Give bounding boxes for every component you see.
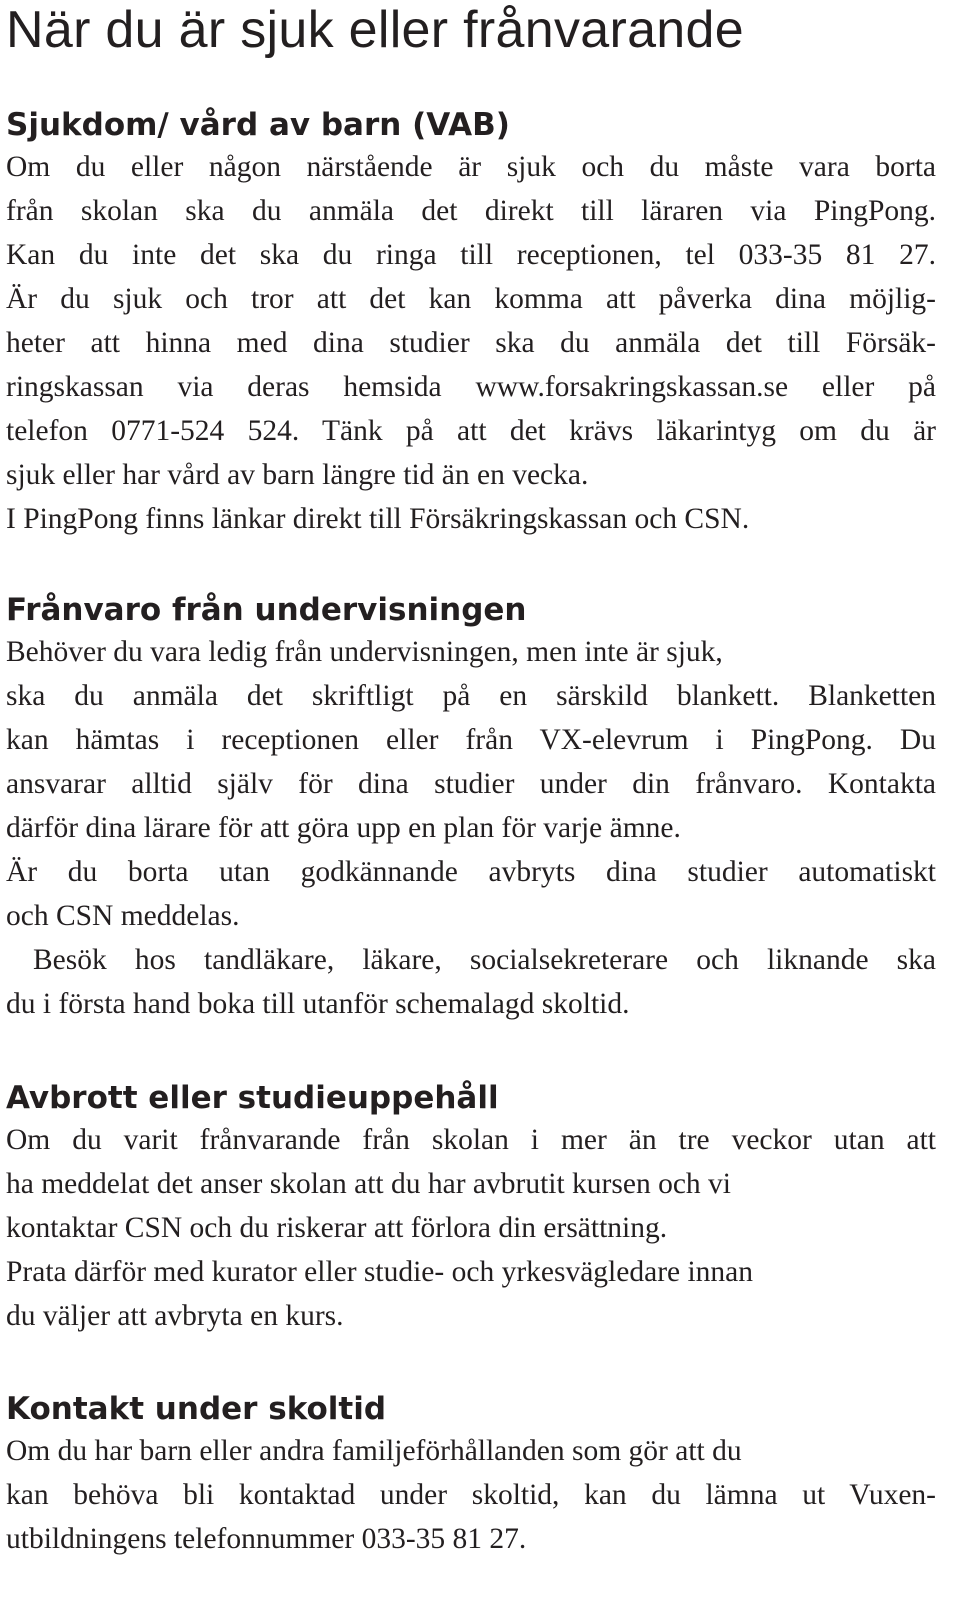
paragraph-line: Kan du inte det ska du ringa till receptionen, tel 033-35 81 27. <box>6 239 936 271</box>
paragraph-line: telefon 0771-524 524. Tänk på att det krävs läkarintyg om du är <box>6 415 936 447</box>
paragraph-line: heter att hinna med dina studier ska du anmäla det till Försäk- <box>6 327 936 359</box>
paragraph-line: Om du varit frånvarande från skolan i mer än tre veckor utan att <box>6 1124 936 1156</box>
section-heading: Sjukdom/ vård av barn (VAB) <box>6 107 510 143</box>
paragraph-line: Prata därför med kurator eller studie- och yrkesvägledare innan <box>6 1256 754 1288</box>
paragraph-line: sjuk eller har vård av barn längre tid än en vecka. <box>6 459 589 491</box>
section-interruption <box>6 1078 936 1338</box>
section-heading: Avbrott eller studieuppehåll <box>6 1080 499 1116</box>
paragraph-line: du väljer att avbryta en kurs. <box>6 1300 344 1332</box>
paragraph-line: ringskassan via deras hemsida www.forsakringskassan.se eller på <box>6 371 936 403</box>
paragraph-line: kan behöva bli kontaktad under skoltid, kan du lämna ut Vuxen- <box>6 1479 936 1511</box>
page-title: När du är sjuk eller frånvarande <box>6 1 744 59</box>
paragraph-line: I PingPong finns länkar direkt till Försäkringskassan och CSN. <box>6 503 750 535</box>
paragraph-line: kontaktar CSN och du riskerar att förlora din ersättning. <box>6 1212 668 1244</box>
paragraph-line: och CSN meddelas. <box>6 900 240 932</box>
paragraph-line: Är du sjuk och tror att det kan komma att påverka dina möjlig- <box>6 283 936 315</box>
paragraph-line: därför dina lärare för att göra upp en plan för varje ämne. <box>6 812 681 844</box>
paragraph-line: Besök hos tandläkare, läkare, socialsekreterare och liknande ska <box>33 944 936 976</box>
paragraph-line: från skolan ska du anmäla det direkt till läraren via PingPong. <box>6 195 936 227</box>
paragraph-line: du i första hand boka till utanför schemalagd skoltid. <box>6 988 630 1020</box>
paragraph-line: Om du har barn eller andra familjeförhållanden som gör att du <box>6 1435 742 1467</box>
paragraph-line: ansvarar alltid själv för dina studier under din frånvaro. Kontakta <box>6 768 936 800</box>
paragraph-line: kan hämtas i receptionen eller från VX-elevrum i PingPong. Du <box>6 724 936 756</box>
paragraph-line: Om du eller någon närstående är sjuk och du måste vara borta <box>6 151 936 183</box>
section-contact <box>6 1389 936 1561</box>
section-heading: Kontakt under skoltid <box>6 1391 387 1427</box>
paragraph-line: utbildningens telefonnummer 033-35 81 27. <box>6 1523 527 1555</box>
paragraph-line: Är du borta utan godkännande avbryts dina studier automatiskt <box>6 856 936 888</box>
paragraph-line: Behöver du vara ledig från undervisningen, men inte är sjuk, <box>6 636 723 668</box>
section-sick-leave <box>6 105 936 541</box>
paragraph-line: ha meddelat det anser skolan att du har avbrutit kursen och vi <box>6 1168 731 1200</box>
section-heading: Frånvaro från undervisningen <box>6 592 527 628</box>
section-absence <box>6 590 936 1026</box>
paragraph-line: ska du anmäla det skriftligt på en särskild blankett. Blanketten <box>6 680 936 712</box>
